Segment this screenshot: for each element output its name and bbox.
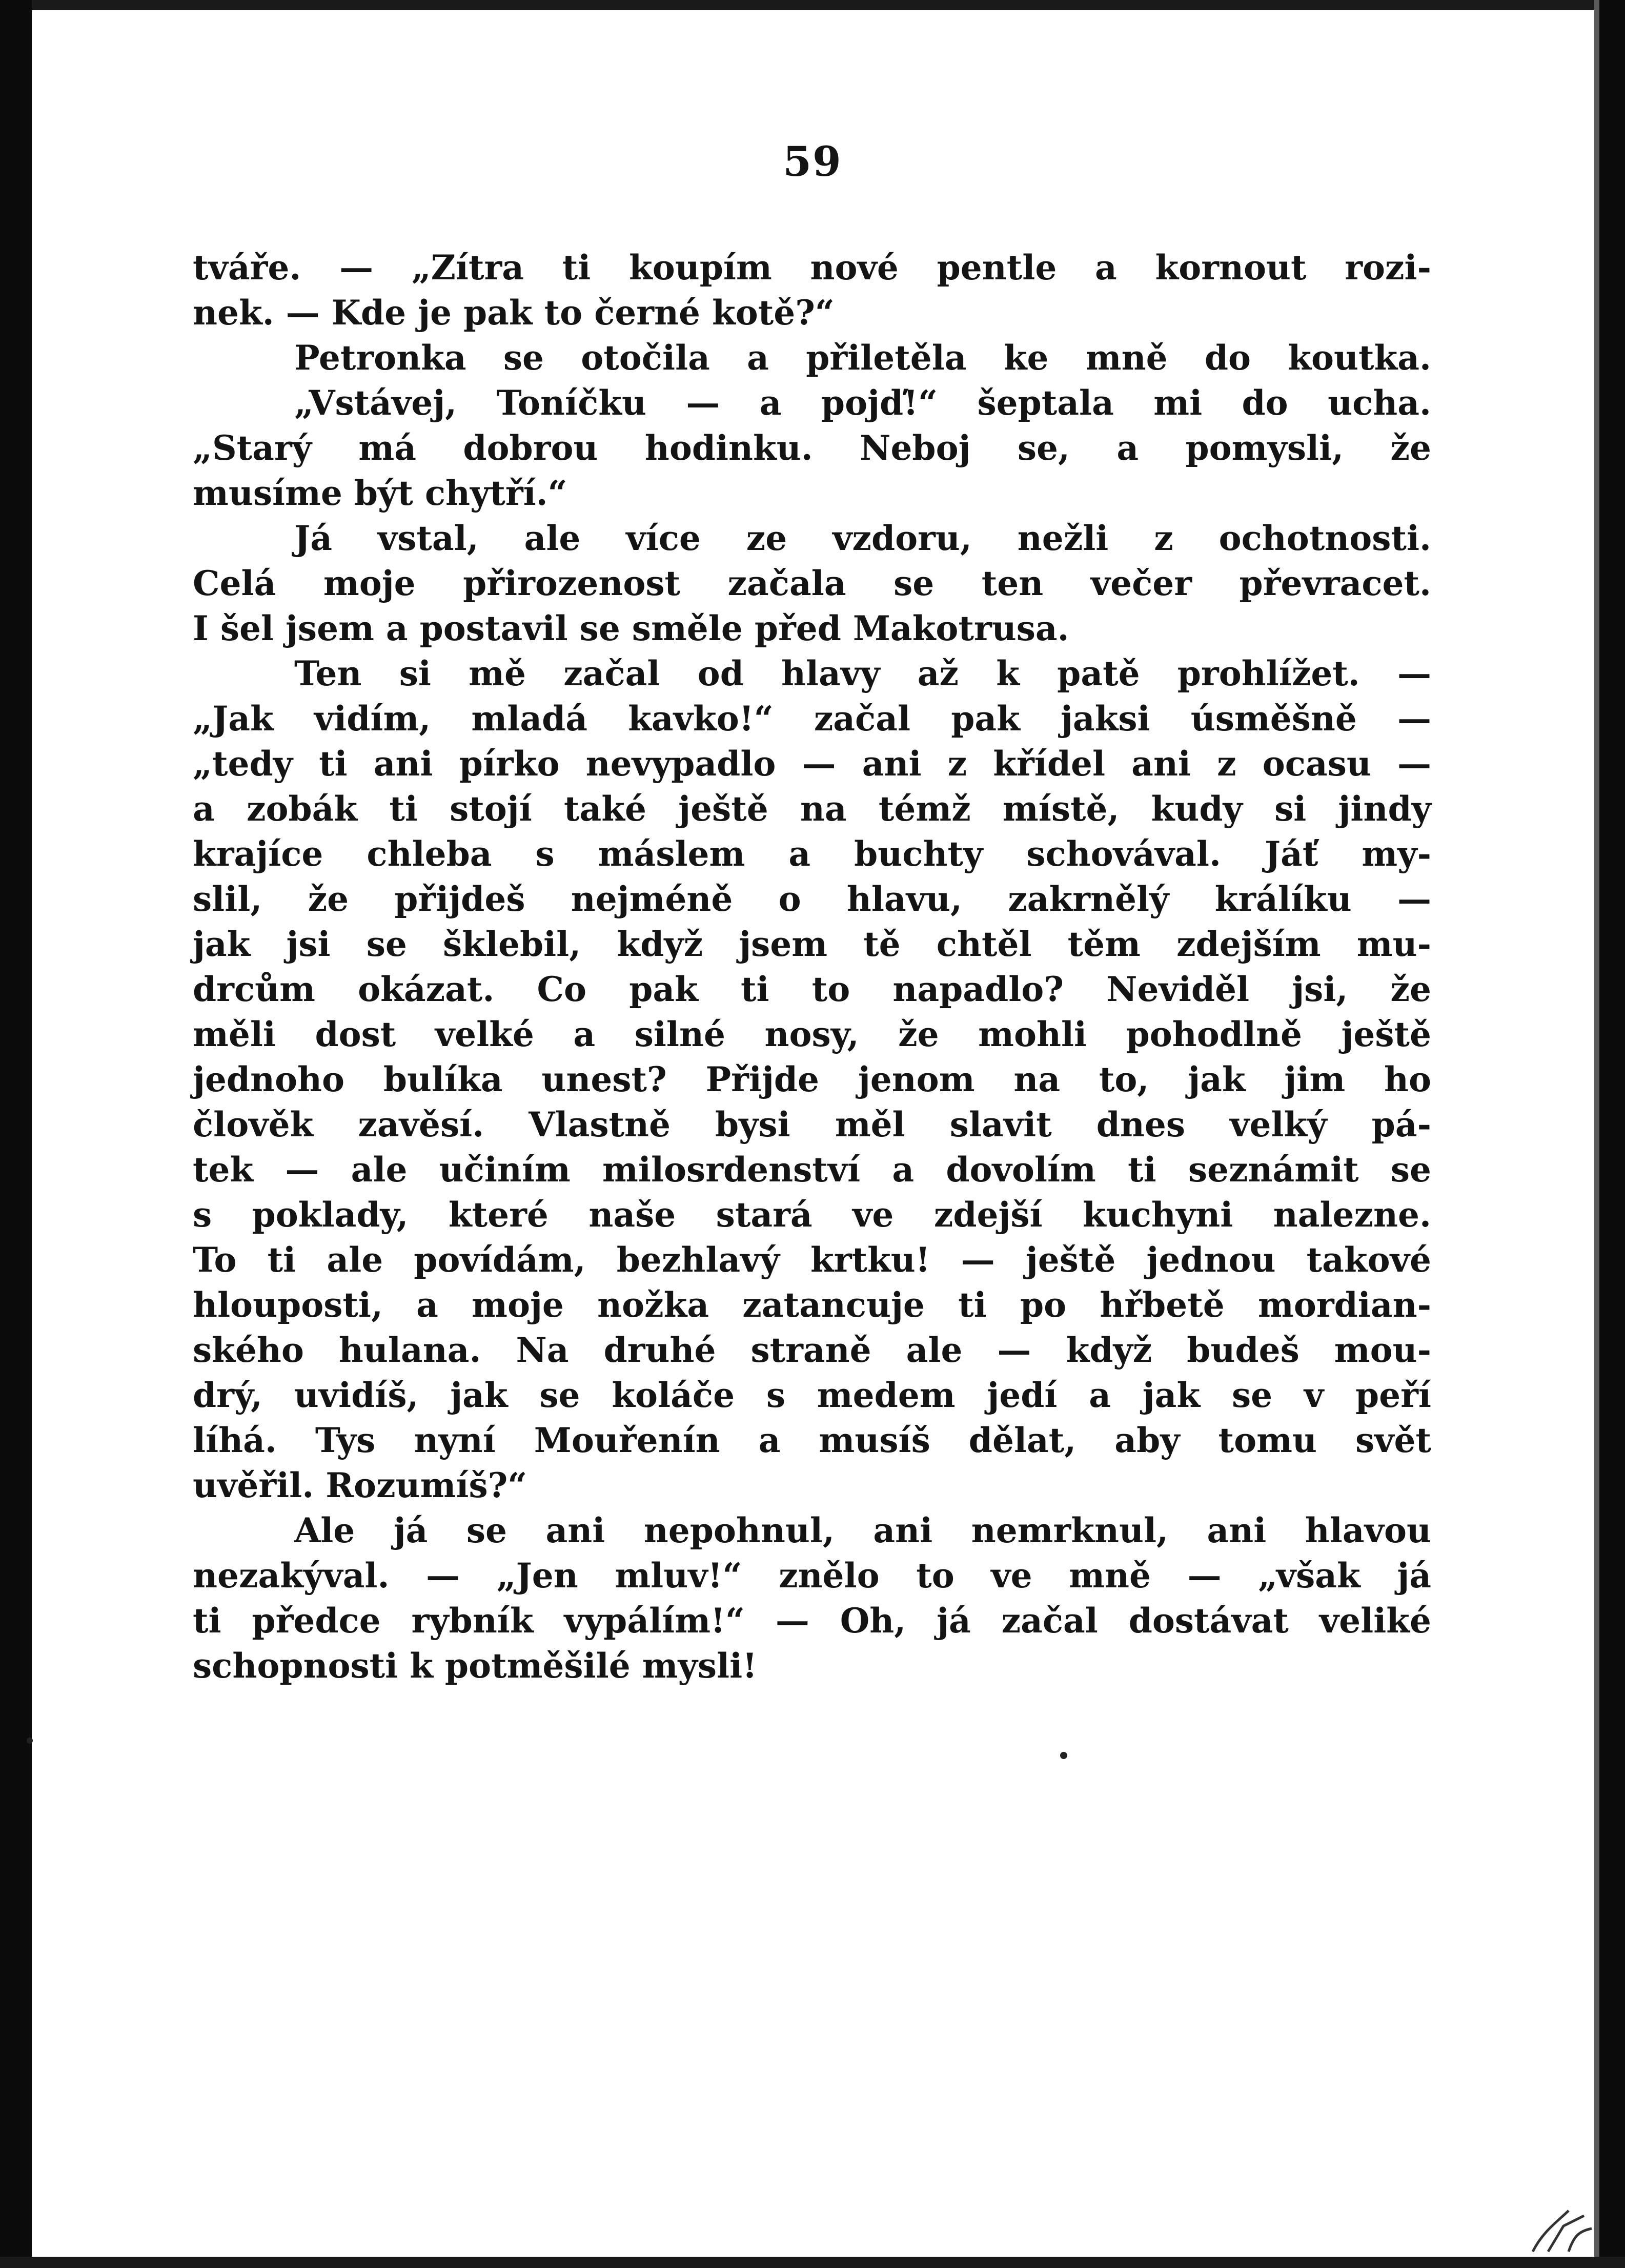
- text-line: hlouposti, a moje nožka zatancuje ti po hřbetě mordian-: [193, 1285, 1431, 1325]
- text-line: nezakýval. — „Jen mluv!“ znělo to ve mně — „však já: [193, 1556, 1431, 1596]
- text-line: „Vstávej, Toníčku — a pojď!“ šeptala mi do ucha.: [294, 383, 1431, 423]
- text-line: tváře. — „Zítra ti koupím nové pentle a kornout rozi-: [193, 248, 1431, 288]
- text-line: ti předce rybník vypálím!“ — Oh, já začal dostávat veliké: [193, 1601, 1431, 1641]
- text-line: a zobák ti stojí také ještě na témž místě, kudy si jindy: [193, 789, 1431, 829]
- scan-border-bottom: [0, 2257, 1625, 2268]
- body-text: [193, 245, 1431, 1688]
- text-line: Petronka se otočila a přiletěla ke mně do koutka.: [294, 338, 1431, 378]
- text-line: krajíce chleba s máslem a buchty schovával. Jáť my-: [193, 834, 1431, 874]
- scan-border-left: [0, 0, 32, 2268]
- scan-border-right: [1599, 0, 1625, 2268]
- speck-mark: [27, 1738, 33, 1744]
- text-line: tek — ale učiním milosrdenství a dovolím ti seznámit se: [193, 1150, 1431, 1190]
- text-line: Já vstal, ale více ze vzdoru, nežli z ochotnosti.: [294, 518, 1431, 558]
- text-line: ského hulana. Na druhé straně ale — když budeš mou-: [193, 1330, 1431, 1370]
- text-line: člověk zavěsí. Vlastně bysi měl slavit dnes velký pá-: [193, 1105, 1431, 1145]
- text-line: uvěřil. Rozumíš?“: [193, 1465, 527, 1505]
- text-line: Ale já se ani nepohnul, ani nemrknul, ani hlavou: [294, 1510, 1431, 1550]
- text-line: nek. — Kde je pak to černé kotě?“: [193, 293, 835, 333]
- text-line: „tedy ti ani pírko nevypadlo — ani z křídel ani z ocasu —: [193, 744, 1431, 784]
- page-number: 59: [783, 137, 842, 186]
- text-line: líhá. Tys nyní Mouřenín a musíš dělat, aby tomu svět: [193, 1420, 1431, 1460]
- page-corner-scribble: [1528, 2180, 1594, 2257]
- text-line: s poklady, které naše stará ve zdejší kuchyni nalezne.: [193, 1195, 1431, 1235]
- text-line: „Jak vidím, mladá kavko!“ začal pak jaksi úsměšně —: [193, 699, 1431, 739]
- text-line: drý, uvidíš, jak se koláče s medem jedí a jak se v peří: [193, 1375, 1431, 1415]
- text-line: měli dost velké a silné nosy, že mohli pohodlně ještě: [193, 1014, 1431, 1054]
- text-line: schopnosti k potměšilé mysli!: [193, 1646, 758, 1686]
- text-line: To ti ale povídám, bezhlavý krtku! — ještě jednou takové: [193, 1240, 1431, 1280]
- text-line: musíme být chytří.“: [193, 473, 567, 513]
- scan-border-top: [0, 0, 1625, 10]
- text-line: slil, že přijdeš nejméně o hlavu, zakrnělý králíku —: [193, 879, 1431, 919]
- text-line: I šel jsem a postavil se směle před Makotrusa.: [193, 608, 1069, 648]
- text-line: Ten si mě začal od hlavy až k patě prohlížet. —: [294, 653, 1431, 693]
- text-line: „Starý má dobrou hodinku. Neboj se, a pomysli, že: [193, 428, 1431, 468]
- text-line: Celá moje přirozenost začala se ten večer převracet.: [193, 563, 1431, 603]
- speck-mark: [1060, 1752, 1067, 1759]
- text-line: jednoho bulíka unest? Přijde jenom na to, jak jim ho: [193, 1059, 1431, 1099]
- text-line: drcům okázat. Co pak ti to napadlo? Neviděl jsi, že: [193, 969, 1431, 1009]
- text-line: jak jsi se šklebil, když jsem tě chtěl těm zdejším mu-: [193, 924, 1431, 964]
- scan-border-right-shadow: [1594, 0, 1599, 2268]
